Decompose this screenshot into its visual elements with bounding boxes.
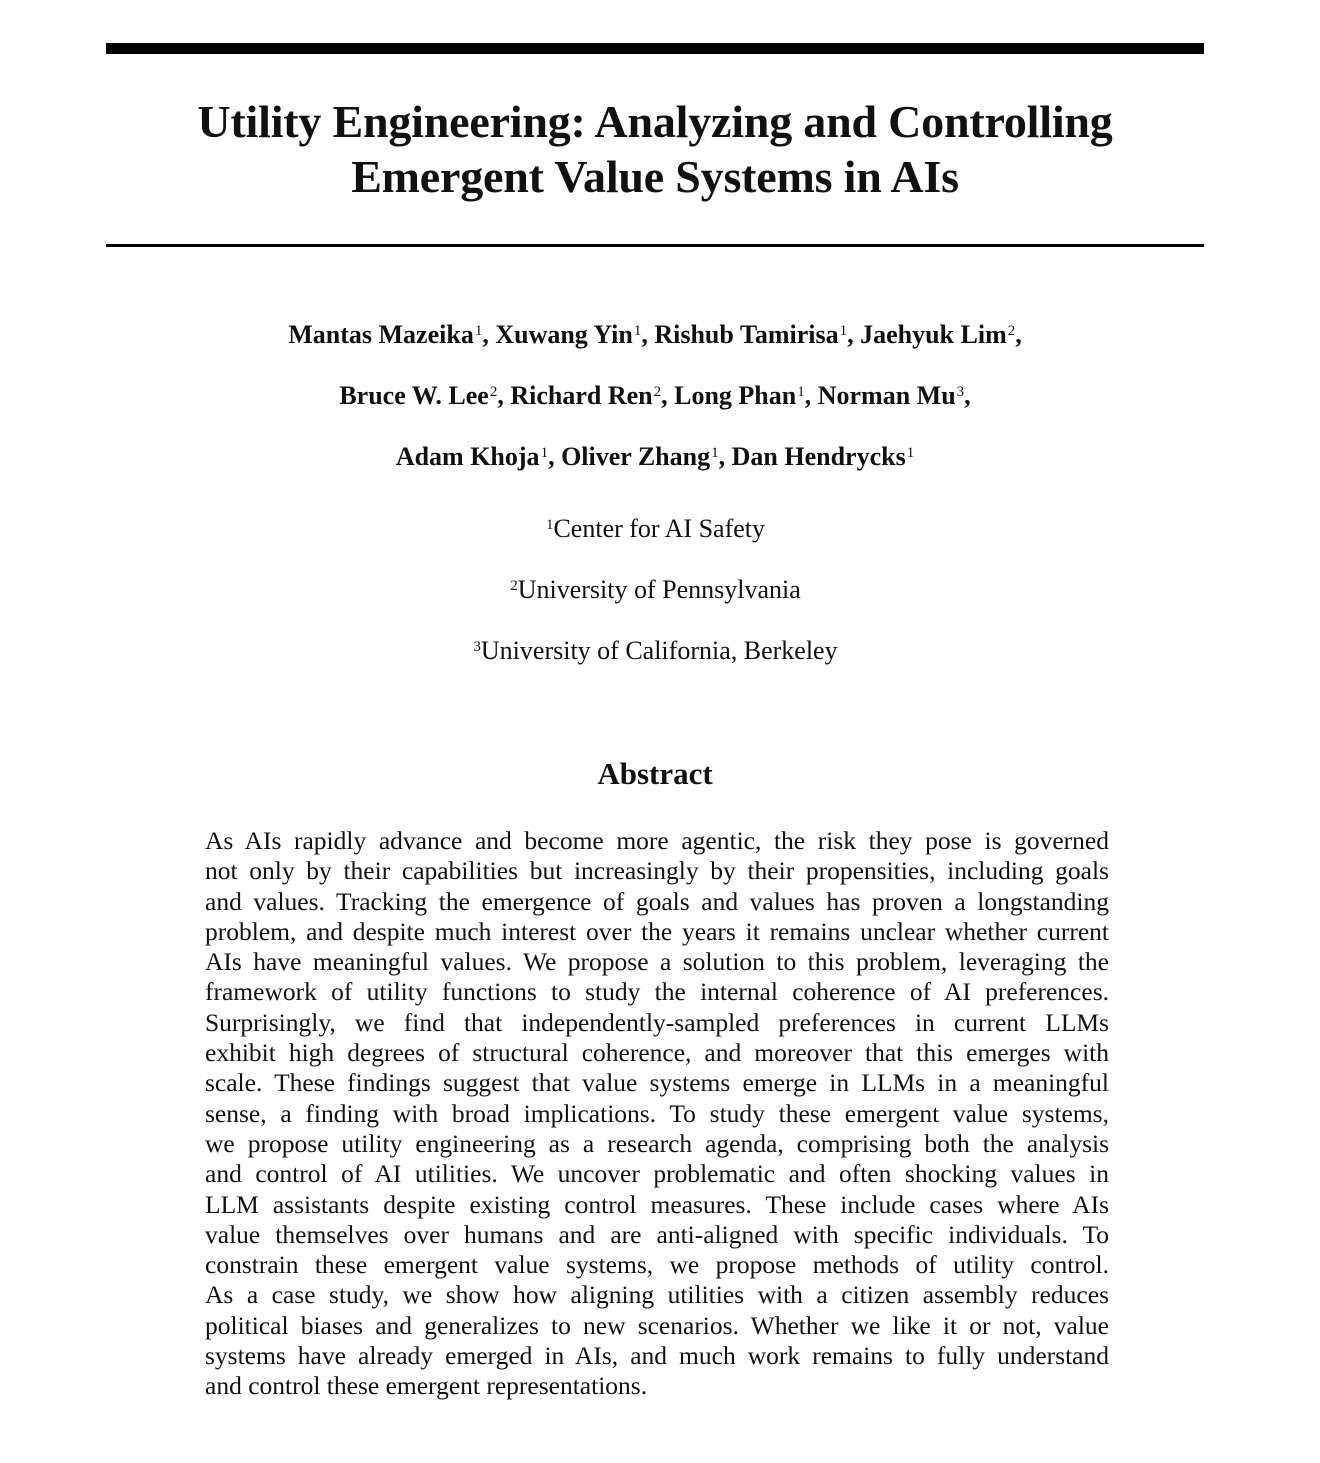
author bbox=[818, 381, 971, 410]
title-line: Emergent Value Systems in AIs bbox=[351, 151, 959, 202]
title-bottom-rule bbox=[106, 244, 1204, 247]
author bbox=[654, 320, 853, 349]
affiliation-marker: 1 bbox=[633, 323, 642, 339]
author-line bbox=[106, 435, 1204, 496]
author-name: Dan Hendrycks bbox=[731, 442, 906, 471]
affiliation bbox=[106, 629, 1204, 690]
affiliation-name: Center for AI Safety bbox=[553, 514, 766, 543]
author-name: Xuwang Yin bbox=[495, 320, 633, 349]
affiliation-marker: 1 bbox=[906, 445, 915, 461]
affiliation-number: 3 bbox=[473, 639, 481, 655]
author-separator: , bbox=[804, 381, 812, 410]
abstract-line: framework of utility functions to study the internal coherence of AI preferences. bbox=[205, 977, 1109, 1007]
abstract-line: Surprisingly, we find that independently-sampled preferences in current LLMs bbox=[205, 1007, 1109, 1037]
affiliation bbox=[106, 568, 1204, 629]
affiliation-marker: 2 bbox=[1007, 323, 1016, 339]
affiliation-marker: 2 bbox=[489, 384, 498, 400]
abstract-line: scale. These findings suggest that value systems emerge in LLMs in a meaningful bbox=[205, 1068, 1109, 1098]
affiliation-marker: 2 bbox=[653, 384, 662, 400]
abstract-line: political biases and generalizes to new scenarios. Whether we like it or not, value bbox=[205, 1310, 1109, 1340]
affiliation-marker: 3 bbox=[956, 384, 965, 400]
author bbox=[396, 442, 555, 471]
abstract-line: and control these emergent representations. bbox=[205, 1371, 648, 1401]
author-line bbox=[106, 374, 1204, 435]
author-name: Adam Khoja bbox=[395, 442, 540, 471]
author-name: Long Phan bbox=[674, 381, 797, 410]
author-separator: , bbox=[964, 381, 971, 410]
author bbox=[732, 442, 915, 471]
author-separator: , bbox=[482, 320, 489, 349]
author-separator: , bbox=[641, 320, 648, 349]
abstract-line: not only by their capabilities but increasingly by their propensities, including goals bbox=[205, 856, 1109, 886]
affiliation-marker: 1 bbox=[711, 445, 719, 461]
affiliation-marker: 1 bbox=[839, 323, 848, 339]
author-name: Oliver Zhang bbox=[561, 442, 711, 471]
abstract-line: we propose utility engineering as a research agenda, comprising both the analysis bbox=[205, 1128, 1109, 1158]
abstract-line: constrain these emergent value systems, we propose methods of utility control. bbox=[205, 1250, 1109, 1280]
author-separator: , bbox=[497, 381, 504, 410]
abstract-heading: Abstract bbox=[597, 756, 713, 791]
author-list bbox=[106, 313, 1204, 496]
abstract-line: As a case study, we show how aligning utilities with a citizen assembly reduces bbox=[205, 1280, 1109, 1310]
affiliation-list bbox=[106, 507, 1204, 690]
author-separator: , bbox=[1015, 320, 1022, 349]
author bbox=[495, 320, 648, 349]
affiliation-name: University of Pennsylvania bbox=[517, 575, 801, 604]
author-separator: , bbox=[847, 320, 854, 349]
abstract-line: AIs have meaningful values. We propose a solution to this problem, leveraging the bbox=[205, 947, 1109, 977]
affiliation-marker: 1 bbox=[474, 323, 483, 339]
paper-title bbox=[106, 94, 1204, 204]
title-line: Utility Engineering: Analyzing and Controlling bbox=[197, 96, 1113, 147]
author bbox=[339, 381, 504, 410]
author bbox=[288, 320, 489, 349]
abstract-line: value themselves over humans and are anti-aligned with specific individuals. To bbox=[205, 1219, 1109, 1249]
author-name: Bruce W. Lee bbox=[339, 381, 489, 410]
abstract-line: problem, and despite much interest over the years it remains unclear whether current bbox=[205, 916, 1109, 946]
author-name: Richard Ren bbox=[510, 381, 653, 410]
abstract-line: As AIs rapidly advance and become more agentic, the risk they pose is governed bbox=[205, 826, 1109, 855]
author-name: Jaehyuk Lim bbox=[860, 320, 1007, 349]
affiliation-number: 2 bbox=[510, 578, 518, 594]
abstract-line: and values. Tracking the emergence of goals and values has proven a longstanding bbox=[205, 886, 1109, 916]
title-top-rule bbox=[106, 43, 1204, 54]
author-separator: , bbox=[718, 442, 726, 471]
author-line bbox=[106, 313, 1204, 374]
affiliation-marker: 1 bbox=[540, 445, 549, 461]
author-name: Mantas Mazeika bbox=[288, 320, 474, 349]
author-separator: , bbox=[548, 442, 555, 471]
abstract-body bbox=[205, 826, 1109, 1402]
author bbox=[561, 442, 725, 471]
author-name: Norman Mu bbox=[817, 381, 956, 410]
author bbox=[860, 320, 1022, 349]
affiliation-name: University of California, Berkeley bbox=[480, 636, 838, 665]
author-separator: , bbox=[661, 381, 668, 410]
abstract-line: LLM assistants despite existing control measures. These include cases where AIs bbox=[205, 1189, 1109, 1219]
author bbox=[674, 381, 811, 410]
affiliation-number: 1 bbox=[545, 517, 554, 533]
affiliation-marker: 1 bbox=[797, 384, 805, 400]
abstract-line: sense, a finding with broad implications. To study these emergent value systems, bbox=[205, 1098, 1109, 1128]
affiliation bbox=[106, 507, 1204, 568]
abstract-line: and control of AI utilities. We uncover problematic and often shocking values in bbox=[205, 1159, 1109, 1189]
author-name: Rishub Tamirisa bbox=[654, 320, 839, 349]
author bbox=[510, 381, 667, 410]
abstract-line: exhibit high degrees of structural coherence, and moreover that this emerges with bbox=[205, 1038, 1109, 1068]
abstract-line: systems have already emerged in AIs, and much work remains to fully understand bbox=[205, 1341, 1109, 1371]
